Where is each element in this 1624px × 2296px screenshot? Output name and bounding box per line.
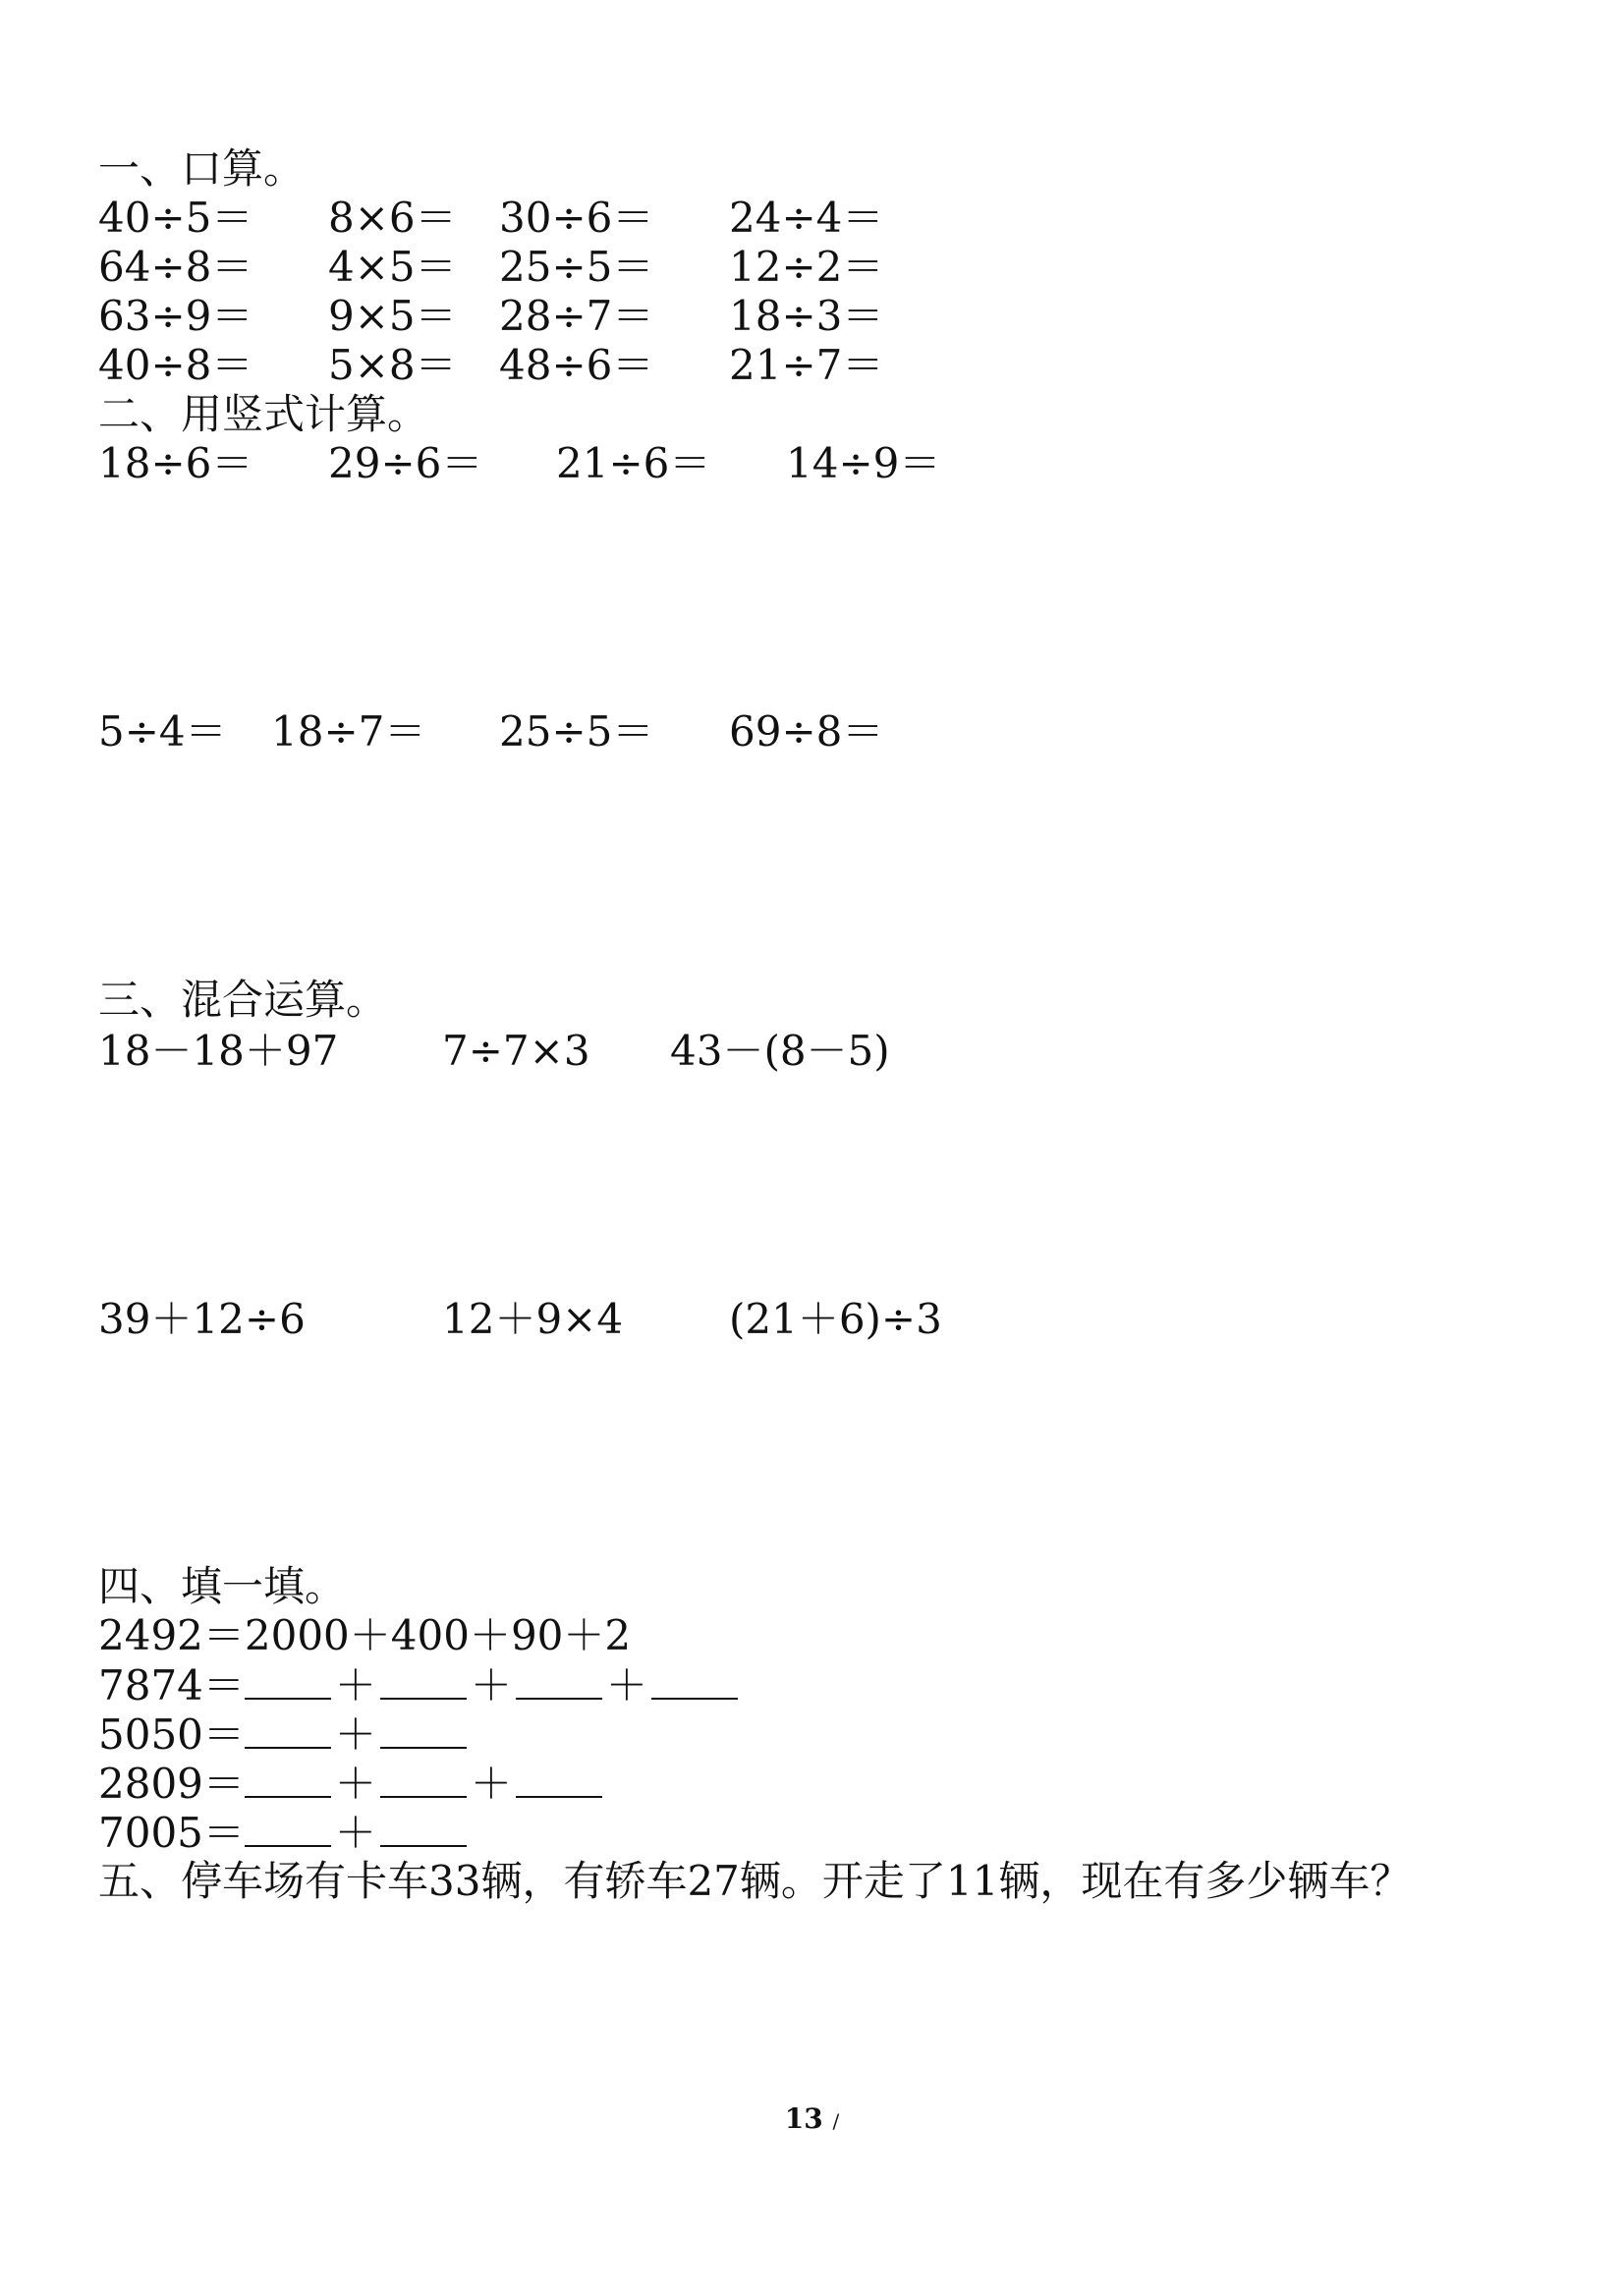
answer-blank[interactable] — [380, 1709, 467, 1749]
answer-blank[interactable] — [245, 1808, 331, 1847]
problem: 40÷5＝ — [98, 194, 253, 242]
expression: 18－18＋97 — [98, 1027, 339, 1075]
answer-blank[interactable] — [245, 1709, 331, 1749]
section-2-title: 二、用竖式计算。 — [98, 390, 429, 438]
answer-blank[interactable] — [245, 1759, 331, 1798]
problem: 5÷4＝ — [98, 707, 227, 756]
answer-blank[interactable] — [380, 1660, 467, 1700]
section-1-title: 一、口算。 — [98, 144, 306, 193]
plus-sign: ＋ — [334, 1809, 376, 1857]
problem: 12÷2＝ — [729, 243, 884, 291]
fill-label: 7005＝ — [98, 1809, 245, 1857]
expression: 39＋12÷6 — [98, 1295, 306, 1343]
fill-label: 2809＝ — [98, 1760, 245, 1808]
plus-sign: ＋ — [605, 1661, 647, 1709]
problem: 5×8＝ — [328, 341, 457, 389]
problem: 14÷9＝ — [786, 439, 941, 487]
expression: 12＋9×4 — [442, 1295, 624, 1343]
problem: 63÷9＝ — [98, 292, 253, 340]
answer-blank[interactable] — [516, 1660, 602, 1700]
answer-blank[interactable] — [380, 1808, 467, 1847]
s4-item-3 — [98, 1759, 602, 1809]
problem: 24÷4＝ — [729, 194, 884, 242]
problem: 28÷7＝ — [499, 292, 654, 340]
expression: (21＋6)÷3 — [729, 1295, 942, 1343]
page-number-slash: / — [832, 2109, 840, 2133]
problem: 29÷6＝ — [328, 439, 483, 487]
plus-sign: ＋ — [334, 1760, 376, 1808]
plus-sign: ＋ — [470, 1760, 512, 1808]
answer-blank[interactable] — [516, 1759, 602, 1798]
fill-label: 5050＝ — [98, 1710, 245, 1759]
problem: 18÷3＝ — [729, 292, 884, 340]
problem: 40÷8＝ — [98, 341, 253, 389]
problem: 18÷7＝ — [271, 707, 426, 756]
s4-example: 2492＝2000＋400＋90＋2 — [98, 1611, 632, 1659]
s4-item-4 — [98, 1808, 467, 1858]
s4-item-1 — [98, 1660, 738, 1710]
page-number-value: 13 — [784, 2102, 823, 2135]
answer-blank[interactable] — [651, 1660, 738, 1700]
problem: 64÷8＝ — [98, 243, 253, 291]
answer-blank[interactable] — [380, 1759, 467, 1798]
problem: 21÷6＝ — [556, 439, 711, 487]
page-number — [0, 2102, 1624, 2135]
problem: 21÷7＝ — [729, 341, 884, 389]
section-3-title: 三、混合运算。 — [98, 976, 388, 1024]
fill-label: 7874＝ — [98, 1661, 245, 1709]
problem: 25÷5＝ — [499, 243, 654, 291]
problem: 30÷6＝ — [499, 194, 654, 242]
s4-item-2 — [98, 1709, 467, 1760]
answer-blank[interactable] — [245, 1660, 331, 1700]
expression: 7÷7×3 — [442, 1027, 590, 1075]
problem: 4×5＝ — [328, 243, 457, 291]
plus-sign: ＋ — [334, 1661, 376, 1709]
section-4-title: 四、填一填。 — [98, 1562, 347, 1610]
plus-sign: ＋ — [470, 1661, 512, 1709]
problem: 25÷5＝ — [499, 707, 654, 756]
problem: 48÷6＝ — [499, 341, 654, 389]
problem: 69÷8＝ — [729, 707, 884, 756]
problem: 9×5＝ — [328, 292, 457, 340]
expression: 43－(8－5) — [670, 1027, 890, 1075]
section-5-title: 五、停车场有卡车33辆，有轿车27辆。开走了11辆，现在有多少辆车？ — [98, 1857, 1412, 1905]
plus-sign: ＋ — [334, 1710, 376, 1759]
problem: 18÷6＝ — [98, 439, 253, 487]
problem: 8×6＝ — [328, 194, 457, 242]
